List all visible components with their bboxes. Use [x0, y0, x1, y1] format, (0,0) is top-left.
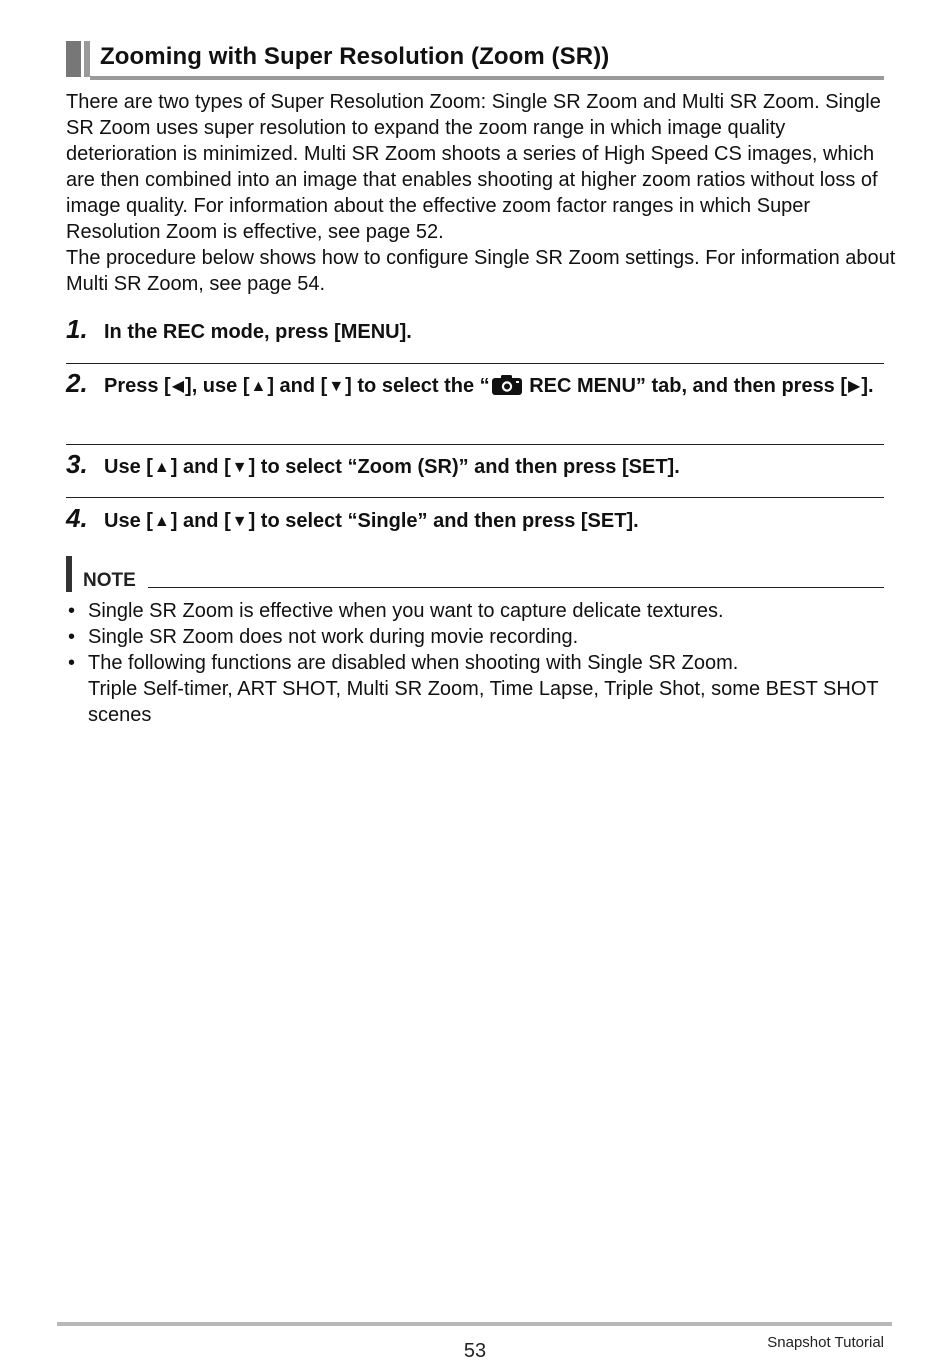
step-text: In the REC mode, press [MENU]. — [104, 321, 412, 343]
heading-marker-dark — [66, 41, 81, 77]
intro-paragraph-2: The procedure below shows how to configure Single SR Zoom settings. For information about Multi SR Zoom, see page 54. — [66, 247, 896, 295]
bullet: • — [68, 600, 76, 622]
camera-icon — [492, 375, 522, 395]
step-text-part: ]. — [861, 375, 874, 397]
heading-marker-light — [84, 41, 90, 77]
step-text — [104, 507, 894, 536]
down-arrow-icon: ▼ — [231, 459, 248, 476]
up-arrow-icon: ▲ — [153, 459, 170, 476]
intro-paragraph-1: There are two types of Super Resolution Zoom: Single SR Zoom and Multi SR Zoom. Single SR Zoom uses super resolution to expand the zoom range in which image quality deterioration is minimized. Multi SR Zoom shoots a series of High Speed CS images, which are then combined into an image that enables shooting at higher zoom ratios without loss of image quality. For information about the effective zoom factor ranges in which Super Resolution Zoom is effective, see page 52. — [66, 91, 881, 243]
note-header — [66, 556, 884, 592]
bullet: • — [68, 626, 76, 648]
step-text-part: ] to select “Zoom (SR)” and then press [SET]. — [248, 456, 680, 478]
step-text-part: ] to select “Single” and then press [SET]. — [248, 510, 639, 532]
left-arrow-icon: ◀ — [171, 378, 185, 395]
heading-underline — [90, 76, 884, 80]
footer-rule — [57, 1322, 892, 1326]
step-text — [104, 372, 894, 401]
step-number: 2. — [66, 368, 88, 398]
page-title: Zooming with Super Resolution (Zoom (SR)) — [100, 43, 610, 70]
step-text-part: ] to select the “ — [345, 375, 490, 397]
step-text-part: ] and [ — [267, 375, 328, 397]
intro-text — [66, 89, 896, 297]
step-text-part: Use [ — [104, 456, 153, 478]
right-arrow-icon: ▶ — [848, 378, 861, 395]
note-text-continuation: Triple Self-timer, ART SHOT, Multi SR Zoom, Time Lapse, Triple Shot, some BEST SHOT scenes — [88, 678, 879, 726]
down-arrow-icon: ▼ — [328, 378, 345, 395]
note-text: The following functions are disabled when shooting with Single SR Zoom. — [88, 652, 739, 674]
step-divider — [66, 363, 884, 364]
step-text-part: ] and [ — [170, 456, 231, 478]
step-text-part: ], use [ — [185, 375, 250, 397]
down-arrow-icon: ▼ — [231, 513, 248, 530]
section-heading — [66, 41, 884, 79]
step-number: 1. — [66, 314, 88, 344]
footer-section-label: Snapshot Tutorial — [767, 1334, 884, 1351]
up-arrow-icon: ▲ — [250, 378, 267, 395]
note-label: NOTE — [83, 570, 136, 591]
list-item — [66, 598, 886, 624]
step-text — [104, 453, 894, 482]
page-number: 53 — [463, 1340, 487, 1362]
step-divider — [66, 497, 884, 498]
note-text: Single SR Zoom is effective when you want to capture delicate textures. — [88, 600, 724, 622]
step-divider — [66, 444, 884, 445]
step-number: 4. — [66, 503, 88, 533]
up-arrow-icon: ▲ — [153, 513, 170, 530]
note-list — [66, 598, 886, 728]
bullet: • — [68, 652, 76, 674]
step-text-part: ] and [ — [170, 510, 231, 532]
list-item — [66, 624, 886, 650]
note-marker — [66, 556, 72, 592]
step-text-part: REC MENU” tab, and then press [ — [523, 375, 848, 397]
step-number: 3. — [66, 449, 88, 479]
list-item — [66, 650, 886, 728]
note-text: Single SR Zoom does not work during movie recording. — [88, 626, 579, 648]
note-rule — [148, 587, 884, 588]
step-text-part: Use [ — [104, 510, 153, 532]
step-text-part: Press [ — [104, 375, 171, 397]
